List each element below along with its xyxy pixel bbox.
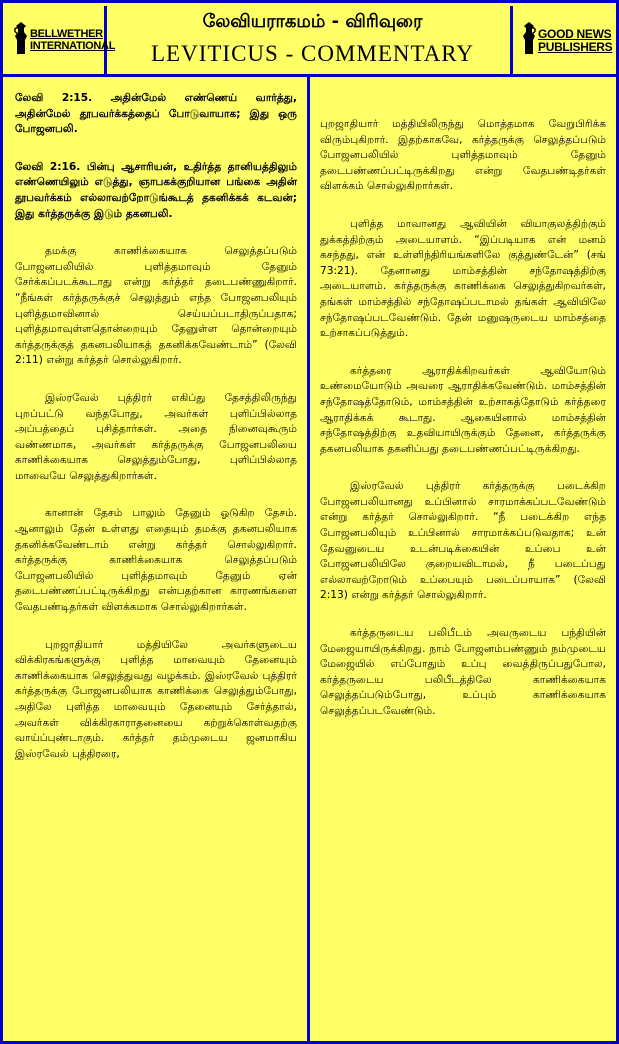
ram-icon: [13, 22, 29, 56]
verse-2-15: லேவி 2:15. அதின்மேல் எண்ணெய் வார்த்து, அதின்மேல் தூபவர்க்கத்தைப் போடுவாயாக; இது ஒரு போஜனபலி.: [15, 92, 297, 136]
page-header: [0, 0, 619, 77]
bellwether-line2: INTERNATIONAL: [30, 40, 116, 52]
commentary-paragraph: கர்த்தருடைய பலிபீடம் அவருடைய பந்தியின் மேஜையாயிருக்கிறது. நாம் போஜனம்பண்ணும் நம்முடைய மேஜையில் எப்போதும் உப்பு வைத்திருப்பதுபோல, கர்த்தருடைய பலிபீடத்திலே காணிக்கையாக செலுத்தப்படும்போது, உப்பும் காணிக்கையாக செலுத்தப்படவேண்டும்.: [320, 627, 606, 717]
verse-2-16: லேவி 2:16. பின்பு ஆசாரியன், உதிர்த்த தானியத்திலும் எண்ணெயிலும் எடுத்து, ஞாபகக்குறியான பங்கை அதின் தூபவர்க்கம் எல்லாவற்றோடுங்கூடத் தகனிக்கக் கடவன்; இது கர்த்தருக்கு இடும் தகனபலி.: [15, 160, 297, 220]
commentary-paragraph: கானான் தேசம் பாலும் தேனும் ஓடுகிற தேசம். ஆனாலும் தேன் உள்ளது எதையும் தமக்கு தகனபலியாக தகனிக்கவேண்டாம் என்று கர்த்தர் சொல்லுகிறார். கர்த்தருக்கு காணிக்கையாக செலுத்தப்படும் போஜனபலியில் புளித்தமாவும் தேனும் ஏன் தடைபண்ணப்பட்டிருக்கிறது என்பதற்கான காரணங்களை வேதபண்டிதர்கள் விளக்கமாக சொல்லுகிறார்கள்.: [15, 507, 297, 614]
commentary-paragraph: கர்த்தரை ஆராதிக்கிறவர்கள் ஆவியோடும் உண்மையோடும் அவரை ஆராதிக்கவேண்டும். மாம்சத்தின் சந்தோஷத்தோடும், மாம்சத்தின் உற்சாகத்தோடும் கர்த்தரை ஆராதிக்கக் கூடாது. ஆகையினால் மாம்சத்தின் சந்தோஷத்திற்கு உதவியாயிருக்கும் தேனை, கர்த்தருக்கு தகனபலியாக தகனிப்பது தடைபண்ணப்பட்டிருக்கிறது.: [320, 364, 606, 455]
good-news-line2: PUBLISHERS: [538, 40, 613, 54]
commentary-paragraph: புறஜாதியார் மத்தியிலிருந்து மொத்தமாக வேறுபிரிக்க விரும்புகிறார். இதற்காகவே, கர்த்தருக்கு செலுத்தப்படும் போஜனபலியில் புளித்தமாவும் தேனும் தடைபண்ணப்பட்டிருக்கிறது என்று வேதபண்டிதர்கள் விளக்கம் சொல்லுகிறார்கள்.: [320, 118, 606, 193]
right-column: [310, 77, 616, 1041]
page-title-tamil: லேவியராகமம் - விரிவுரை: [202, 11, 423, 32]
commentary-paragraph: புளித்த மாவானது ஆவியின் வியாகுலத்திற்கும் துக்கத்திற்கும் அடையாளம். “இப்படியாக என் மனம் கசந்தது, என் உள்ளிந்திரியங்களிலே குத்துண்டேன்” (சங் 73:21). தேனானது மாம்சத்தின் சந்தோஷத்திற்கு அடையாளம். கர்த்தருக்கு காணிக்கை செலுத்துகிறவர்கள், தங்கள் மாம்சத்தில் சந்தோஷப்படாமல் தங்கள் ஆவியிலே சந்தோஷப்படவேண்டும். தேன் மனுஷருடைய மாம்சத்தை உற்சாகப்படுத்தும்.: [320, 217, 606, 340]
bellwether-logo-text: [30, 28, 115, 52]
left-column: [3, 77, 310, 1041]
bellwether-logo: [6, 6, 116, 77]
bellwether-line1: BELLWETHER: [30, 28, 103, 40]
commentary-paragraph: புறஜாதியார் மத்தியிலே அவர்களுடைய விக்கிரகங்களுக்கு புளித்த மாவையும் தேனையும் காணிக்கையாக செலுத்துவது வழக்கம். இஸ்ரவேல் புத்திரர் கர்த்தருக்கு போஜனபலியாக காணிக்கை செலுத்தும்போது, அதிலே புளித்த மாவையும் தேனையும் சேர்த்தால், அவர்கள் விக்கிரகாராதனையை கற்றுக்கொள்வதற்கு வாய்ப்புண்டாகும். கர்த்தர் தம்முடைய ஜனமாகிய இஸ்ரவேல் புத்திரரை,: [15, 638, 297, 760]
good-news-logo: [510, 6, 613, 77]
good-news-line1: GOOD NEWS: [538, 27, 612, 41]
commentary-paragraph: இஸ்ரவேல் புத்திரர் எகிப்து தேசத்திலிருந்து புறப்பட்டு வந்தபோது, அவர்கள் புளிப்பில்லாத அப்பத்தைப் புசித்தார்கள். அதை நினைவுகூரும் வண்ணமாக, அவர்கள் கர்த்தருக்கு போஜனபலியை காணிக்கையாக செலுத்தும்போது, புளிப்பில்லாத மாவையே செலுத்துகிறார்கள்.: [15, 391, 297, 482]
ram-icon: [521, 22, 537, 56]
commentary-paragraph: இஸ்ரவேல் புத்திரர் கர்த்தருக்கு படைக்கிற போஜனபலியானது உப்பினால் சாரமாக்கப்படவேண்டும் என்று கர்த்தர் சொல்லுகிறார். “நீ படைக்கிற எந்த போஜனபலியும் உப்பினால் சாரமாக்கப்படுவதாக; உன் தேவனுடைய உடன்படிக்கையின் உப்பை உன் போஜனபலியிலே குறையவிடாமல், நீ படைப்பது எல்லாவற்றோடும் உப்பையும் படைப்பாயாக” (லேவி 2:13) என்று கர்த்தர் சொல்லுகிறார்.: [320, 480, 606, 602]
good-news-logo-text: [538, 28, 612, 54]
commentary-paragraph: தமக்கு காணிக்கையாக செலுத்தப்படும் போஜனபலியில் புளித்தமாவும் தேனும் சேர்க்கப்படக்கூடாது என்று கர்த்தர் தடைபண்ணுகிறார். “நீங்கள் கர்த்தருக்குச் செலுத்தும் எந்த போஜனபலியும் புளித்தமாவினால் செய்யப்படாதிருப்பதாக; புளித்தமாவுள்ளதொன்றையும் தேனுள்ள தொன்றையும் கர்த்தருக்குத் தகனபலியாகத் தகனிக்கவேண்டாம்” (லேவி 2:11) என்று கர்த்தர் சொல்லுகிறார்.: [15, 245, 297, 367]
page-title-english: LEVITICUS - COMMENTARY: [151, 41, 474, 66]
